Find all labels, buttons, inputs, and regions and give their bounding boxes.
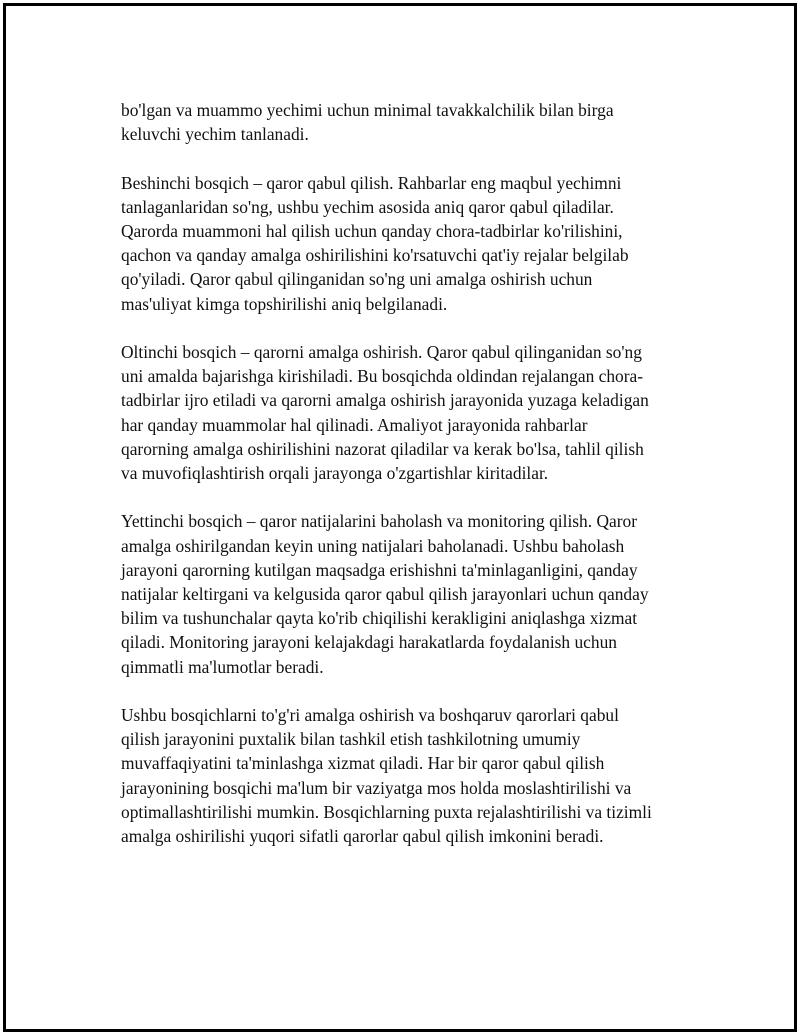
- paragraph-fifth-stage: Beshinchi bosqich – qaror qabul qilish. Rahbarlar eng maqbul yechimni tanlaganlaridan so'ng, ushbu yechim asosida aniq qaror qabul qiladilar. Qarorda muammoni hal qilish uchun qanday chora-tadbirlar ko'rilishini, qachon va qanday amalga oshirilishini ko'rsatuvchi qat'iy rejalar belgilab qo'yiladi. Qaror qabul qilinganidan so'ng uni amalga oshirish uchun mas'uliyat kimga topshirilishi aniq belgilanadi.: [121, 172, 629, 314]
- paragraph-seventh-stage: Yettinchi bosqich – qaror natijalarini baholash va monitoring qilish. Qaror amalga oshirilgandan keyin uning natijalari baholanadi. Ushbu baholash jarayoni qarorning kutilgan maqsadga erishishni ta'minlaganligini, qanday natijalar keltirgani va kelgusida qaror qabul qilish jarayonlari uchun qanday bilim va tushunchalar qayta ko'rib chiqilishi kerakligini aniqlashga xizmat qiladi. Monitoring jarayoni kelajakdagi harakatlarda foydalanish uchun qimmatli ma'lumotlar beradi.: [121, 511, 649, 677]
- paragraph-continuation: bo'lgan va muammo yechimi uchun minimal tavakkalchilik bilan birga keluvchi yechim tanlanadi.: [121, 100, 614, 145]
- document-body: [121, 98, 691, 872]
- paragraph-conclusion: Ushbu bosqichlarni to'g'ri amalga oshirish va boshqaruv qarorlari qabul qilish jarayonini puxtalik bilan tashkil etish tashkilotning umumiy muvaffaqiyatini ta'minlashga xizmat qiladi. Har bir qaror qabul qilish jarayonining bosqichi ma'lum bir vaziyatga mos holda moslashtirilishi va optimallashtirilishi mumkin. Bosqichlarning puxta rejalashtirilishi va tizimli amalga oshirilishi yuqori sifatli qarorlar qabul qilish imkonini beradi.: [121, 705, 652, 847]
- paragraph-sixth-stage: Oltinchi bosqich – qarorni amalga oshirish. Qaror qabul qilinganidan so'ng uni amalda bajarishga kirishiladi. Bu bosqichda oldindan rejalangan chora- tadbirlar ijro etiladi va qarorni amalga oshirish jarayonida yuzaga keladigan har qanday muammolar hal qilinadi. Amaliyot jarayonida rahbarlar qarorning amalga oshirilishini nazorat qiladilar va kerak bo'lsa, tahlil qilish va muvofiqlashtirish orqali jarayonga o'zgartishlar kiritadilar.: [121, 342, 649, 484]
- page-border: [3, 3, 797, 1032]
